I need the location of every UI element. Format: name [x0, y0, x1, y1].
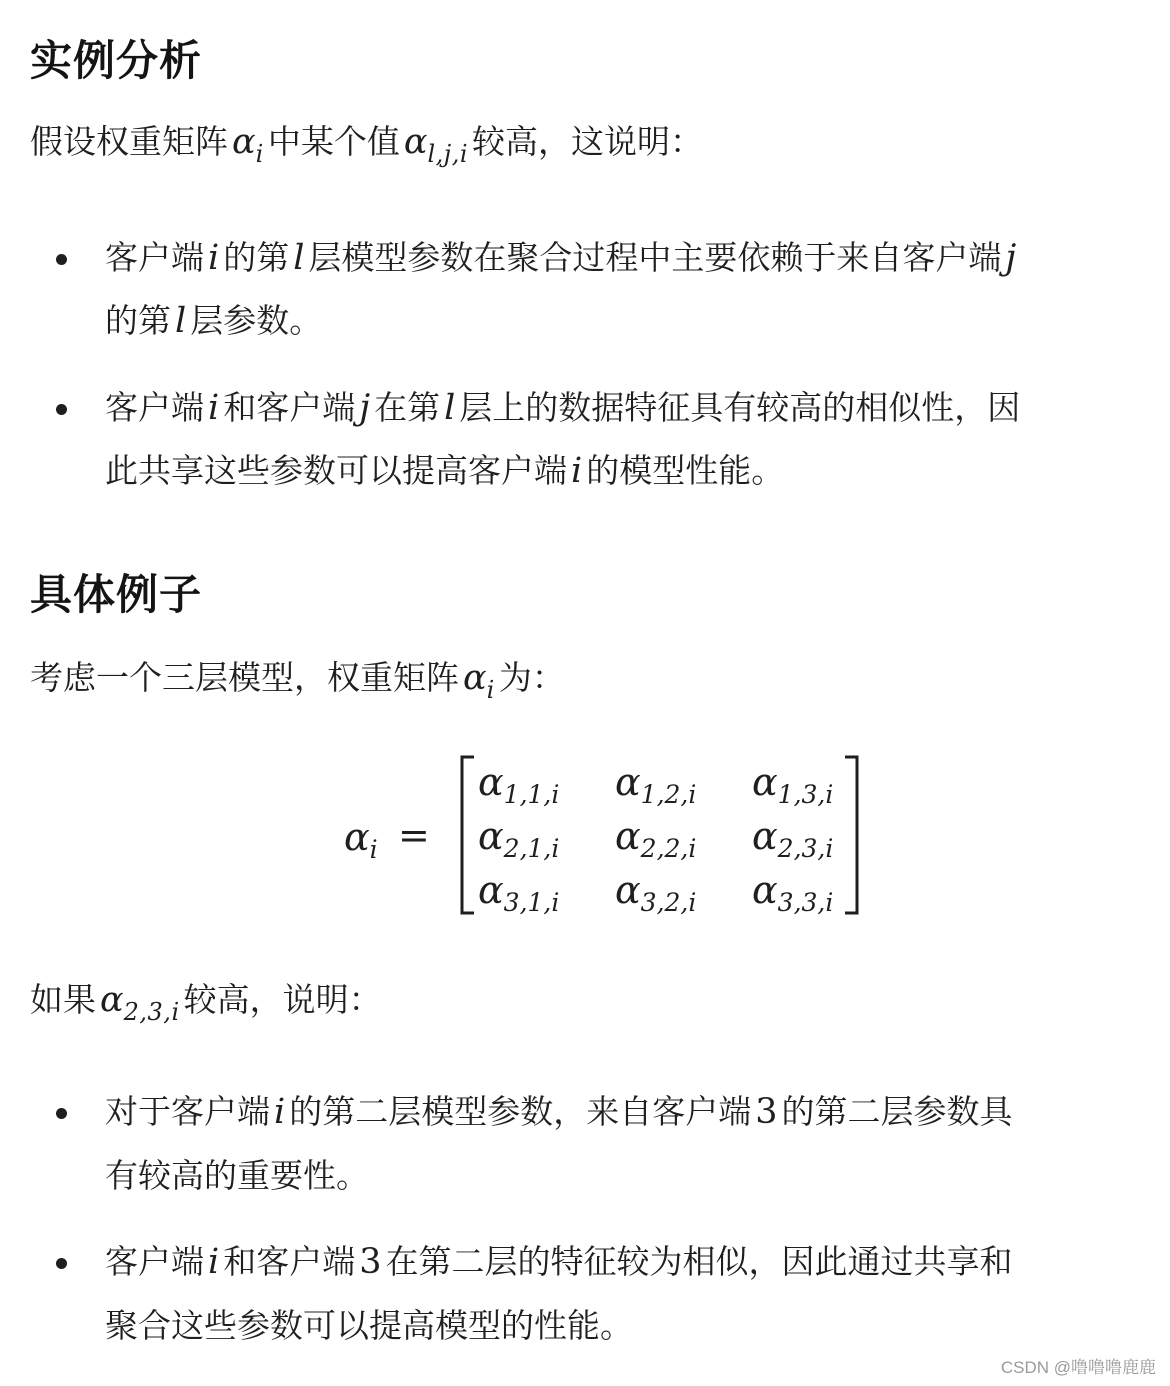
list-item-line: 有较高的重要性。 — [105, 1156, 369, 1195]
list-item-line: 客户端 i 的第 l 层模型参数在聚合过程中主要依赖于来自客户端 j — [105, 238, 1017, 278]
list-item-line: 客户端 i 和客户端 3 在第二层的特征较为相似，因此通过共享和 — [105, 1242, 1013, 1282]
list-item-line: 对于客户端 i 的第二层模型参数，来自客户端 3 的第二层参数具 — [105, 1092, 1013, 1132]
matrix-right-bracket — [845, 757, 857, 913]
matrix-cell: $\alpha_{1,3,i}$ — [752, 760, 834, 809]
svg-text:αi: $\alpha_i$ — [344, 815, 378, 864]
list-item-line: 聚合这些参数可以提高模型的性能。 — [105, 1306, 633, 1345]
matrix-cell: $\alpha_{3,1,i}$ — [478, 868, 560, 917]
bullet-dot — [56, 1258, 67, 1269]
list-item-line: 此共享这些参数可以提高客户端 i 的模型性能。 — [105, 451, 785, 491]
list-item-line: 的第 l 层参数。 — [105, 301, 323, 341]
text: 中某个值 — [267, 122, 400, 161]
section-heading-example: 具体例子 — [30, 570, 203, 619]
section-heading-analysis: 实例分析 — [30, 36, 203, 85]
matrix-cell: $\alpha_{1,1,i}$ — [478, 760, 560, 809]
matrix-cell: $\alpha_{2,3,i}$ — [752, 814, 834, 863]
svg-text:=: = — [398, 813, 430, 857]
condition-paragraph: 如果 $\alpha_{2,3,i}$ 较高，说明： — [30, 980, 382, 1026]
text: 假设权重矩阵 — [30, 122, 228, 161]
matrix-cell: $\alpha_{1,2,i}$ — [615, 760, 697, 809]
list-item-line: 客户端 i 和客户端 j 在第 l 层上的数据特征具有较高的相似性，因 — [105, 388, 1021, 428]
matrix-cell: $\alpha_{3,2,i}$ — [615, 868, 697, 917]
matrix-cell: $\alpha_{2,2,i}$ — [615, 814, 697, 863]
intro-paragraph: 考虑一个三层模型，权重矩阵 $\alpha_i$ 为： — [30, 658, 565, 704]
math-var: $\alpha_{l,j,i}$ — [403, 122, 469, 168]
matrix-cell: $\alpha_{2,1,i}$ — [478, 814, 560, 863]
bullet-dot — [56, 1108, 67, 1119]
matrix-left-bracket — [462, 757, 474, 913]
text: 较高，这说明： — [472, 122, 704, 161]
watermark: CSDN @噜噜噜鹿鹿 — [1000, 1358, 1156, 1377]
matrix-cell: $\alpha_{3,3,i}$ — [752, 868, 834, 917]
math-var: $\alpha_i$ — [232, 122, 264, 168]
